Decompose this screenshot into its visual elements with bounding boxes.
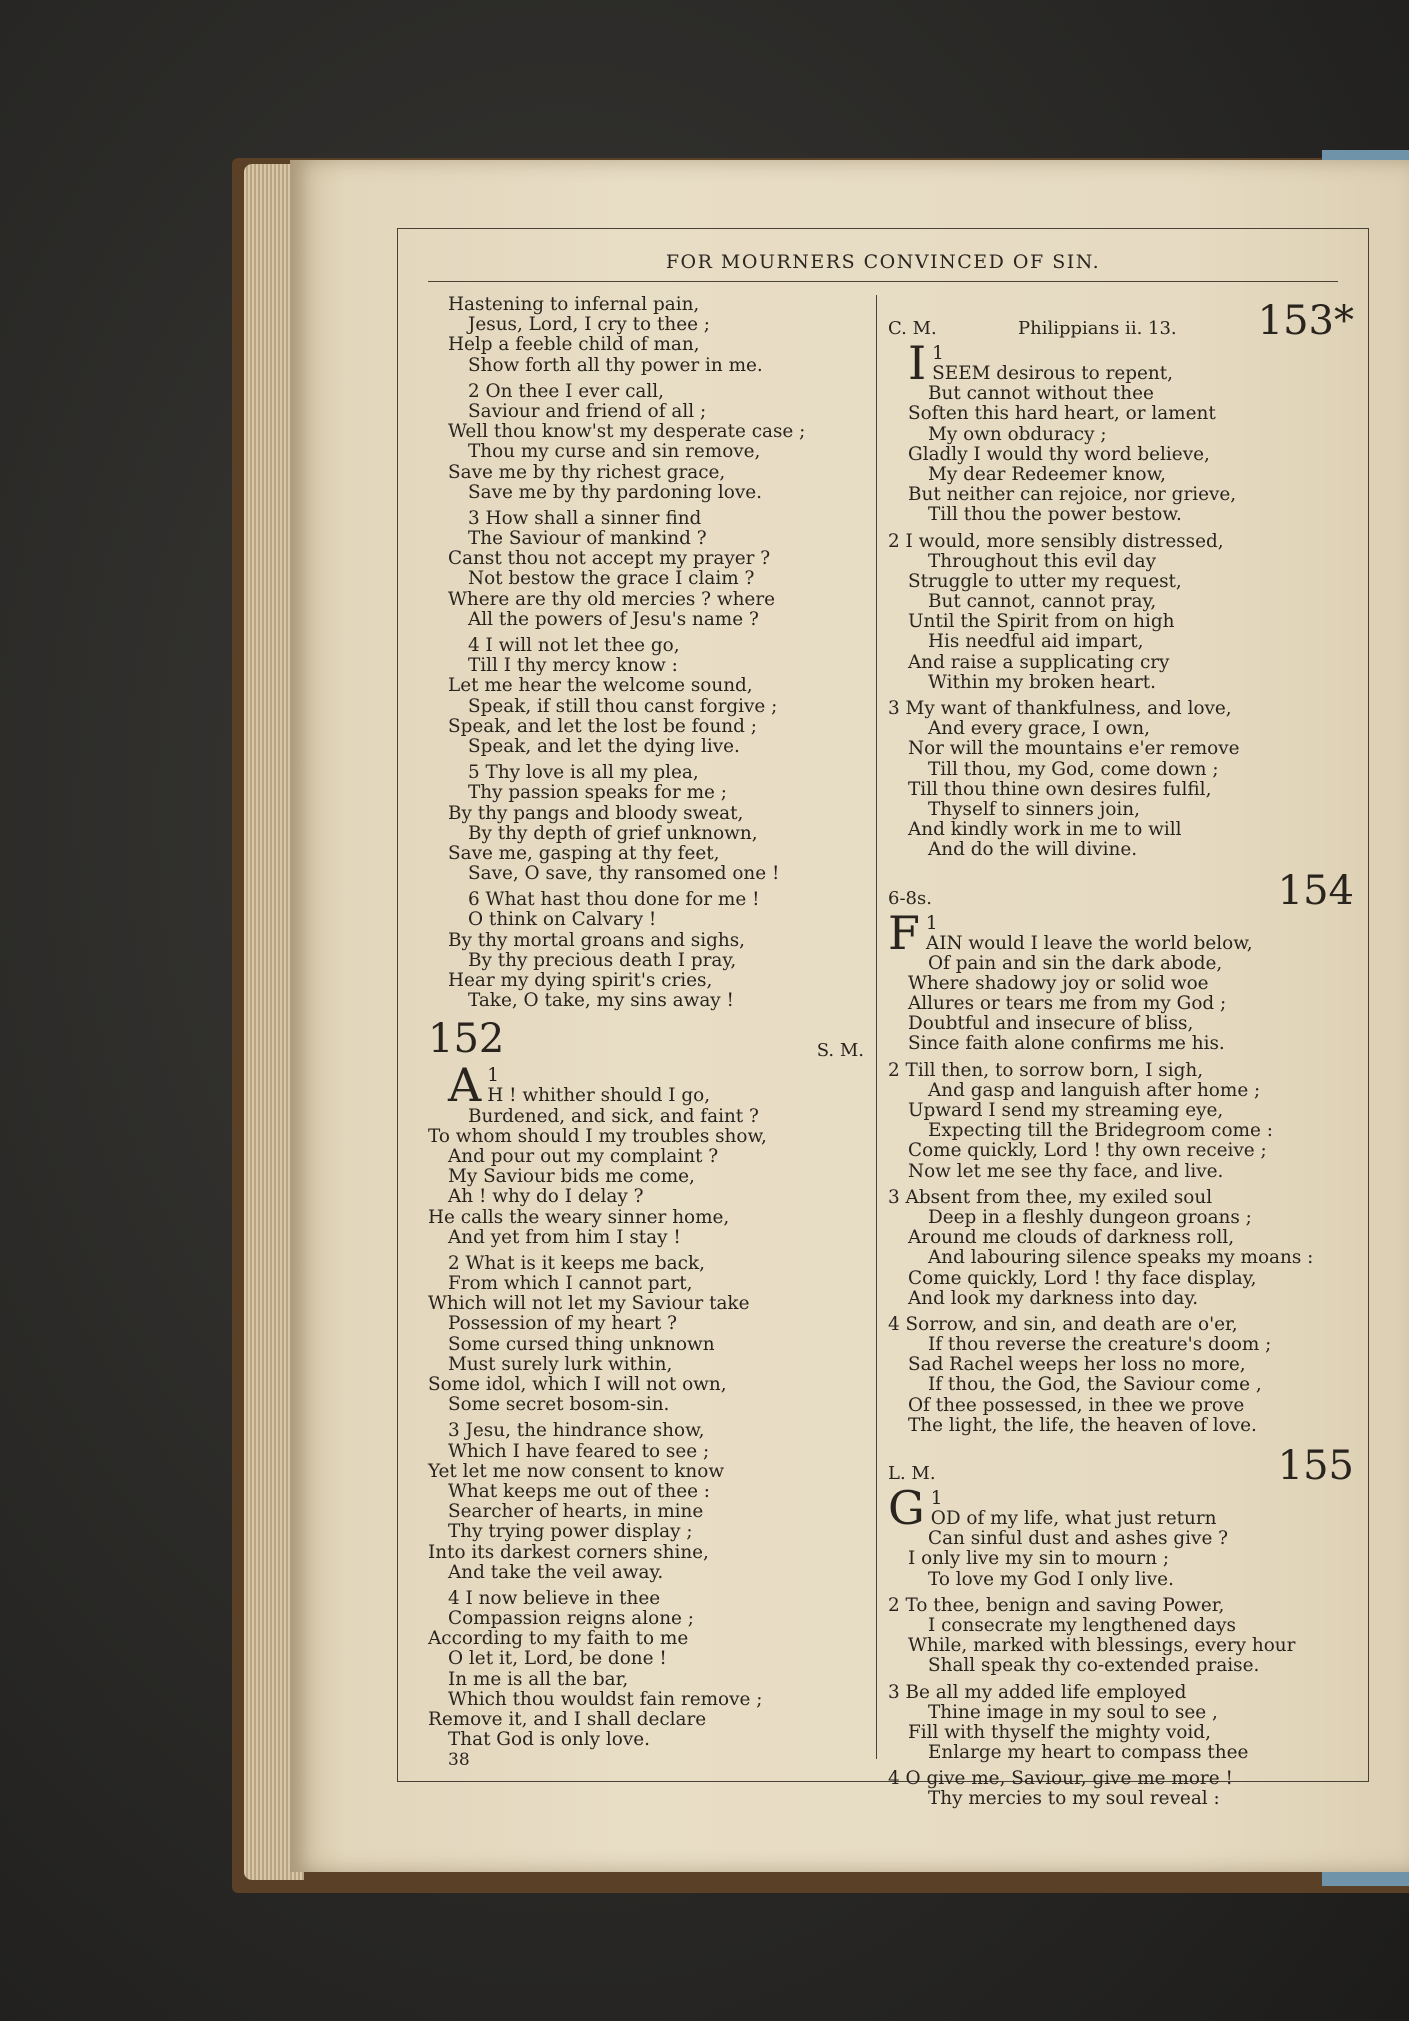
verse-line: 4 O give me, Saviour, give me more ! [888, 1768, 1233, 1790]
verse-line: Let me hear the welcome sound, [448, 675, 753, 697]
verse-line: Deep in a fleshly dungeon groans ; [928, 1206, 1252, 1228]
hymn-153-body [888, 384, 1358, 860]
verse-line: 4 Sorrow, and sin, and death are o'er, [888, 1313, 1238, 1335]
verse-line: Into its darkest corners shine, [428, 1541, 709, 1563]
verse-line: I only live my sin to mourn ; [908, 1548, 1170, 1570]
verse-line: And kindly work in me to will [908, 819, 1182, 841]
verse-line: 2 On thee I ever call, [468, 380, 664, 402]
verse-line: Fill with thyself the mighty void, [908, 1721, 1211, 1743]
verse-line: Some idol, which I will not own, [428, 1374, 727, 1395]
verse-line: 2 To thee, benign and saving Power, [888, 1594, 1225, 1616]
verse-line: Until the Spirit from on high [908, 611, 1175, 633]
verse-line: Some cursed thing unknown [448, 1333, 715, 1355]
verse-line: 2 I would, more sensibly distressed, [888, 530, 1224, 552]
verse-number: 1 [932, 343, 944, 364]
scripture-reference: Philippians ii. 13. [1018, 318, 1177, 339]
verse-line: To love my God I only live. [928, 1568, 1174, 1590]
verse-line: Save me by thy richest grace, [448, 461, 726, 483]
verse-line: Well thou know'st my desperate case ; [448, 421, 806, 443]
verse-line: 3 My want of thankfulness, and love, [888, 698, 1232, 719]
verse-line: Till thou the power bestow. [928, 504, 1182, 526]
verse-line: Now let me see thy face, and live. [908, 1160, 1224, 1182]
drop-cap: F [888, 905, 920, 960]
hymn-number: 154 [1277, 867, 1354, 914]
verse-line: According to my faith to me [428, 1628, 689, 1650]
column-divider [876, 295, 877, 1759]
verse-line: 3 Jesu, the hindrance show, [448, 1420, 705, 1442]
verse-line: Searcher of hearts, in mine [448, 1501, 704, 1523]
verse-line: Hastening to infernal pain, [448, 294, 700, 315]
verse-line: Enlarge my heart to compass thee [928, 1742, 1249, 1764]
verse-line: Save, O save, thy ransomed one ! [468, 863, 780, 885]
verse-line: Throughout this evil day [928, 550, 1156, 572]
verse-line: If thou reverse the creature's doom ; [928, 1334, 1272, 1356]
hymn-154-body [888, 954, 1358, 1436]
verse-line: H ! whither should I go, [487, 1085, 711, 1107]
verse-line: While, marked with blessings, every hour [908, 1635, 1296, 1657]
verse-number: 1 [925, 912, 938, 934]
verse-line: Which thou wouldst fain remove ; [448, 1688, 763, 1710]
verse-line: Till thou thine own desires fulfil, [908, 778, 1212, 800]
verse-line: By thy depth of grief unknown, [468, 822, 758, 844]
verse-line: And pour out my complaint ? [448, 1145, 719, 1167]
drop-cap: G [888, 1481, 925, 1535]
left-column [428, 295, 868, 1771]
verse-line: Ah ! why do I delay ? [448, 1186, 644, 1208]
verse-line: Where are thy old mercies ? where [448, 588, 775, 610]
verse-line: Canst thou not accept my prayer ? [448, 548, 771, 570]
verse-line: Struggle to utter my request, [908, 570, 1182, 592]
verse-line: And look my darkness into day. [908, 1287, 1199, 1309]
verse-line: That God is only love. [448, 1729, 650, 1751]
verse-line: 6 What hast thou done for me ! [468, 889, 760, 911]
verse-line: Doubtful and insecure of bliss, [908, 1013, 1194, 1035]
verse-line: Possession of my heart ? [448, 1313, 677, 1335]
verse-line: My Saviour bids me come, [448, 1166, 695, 1188]
verse-line: Around me clouds of darkness roll, [908, 1227, 1235, 1249]
verse-line: Within my broken heart. [928, 671, 1157, 693]
verse-line: And yet from him I stay ! [448, 1226, 681, 1248]
verse-line: Speak, and let the dying live. [468, 735, 740, 757]
verse-line: Jesus, Lord, I cry to thee ; [468, 314, 710, 336]
verse-line: I consecrate my lengthened days [928, 1614, 1236, 1636]
verse-line: Thy trying power display ; [448, 1521, 693, 1543]
verse-line: Soften this hard heart, or lament [908, 403, 1216, 425]
hymn-151-continued [428, 295, 868, 1011]
verse-line: Speak, if still thou canst forgive ; [468, 695, 778, 717]
verse-line: Remove it, and I shall declare [428, 1709, 707, 1730]
drop-cap: A [448, 1058, 482, 1113]
verse-line: Till thou, my God, come down ; [928, 758, 1219, 780]
verse-line: From which I cannot part, [448, 1273, 693, 1295]
verse-line: Of thee possessed, in thee we prove [908, 1394, 1245, 1416]
verse-line: Saviour and friend of all ; [468, 400, 707, 422]
verse-line: AIN would I leave the world below, [925, 932, 1253, 954]
hymn-155-body [888, 1529, 1358, 1809]
verse-line: Show forth all thy power in me. [468, 354, 763, 376]
verse-line: Gladly I would thy word believe, [908, 443, 1210, 465]
verse-number: 1 [930, 1488, 943, 1509]
verse-line: O think on Calvary ! [468, 909, 657, 931]
verse-line: Must surely lurk within, [448, 1353, 673, 1375]
hymn-meter: S. M. [816, 1040, 864, 1062]
verse-line: Thou my curse and sin remove, [468, 441, 761, 463]
hymn-first-line [428, 1058, 868, 1113]
verse-line: His needful aid impart, [928, 631, 1144, 653]
verse-line: Where shadowy joy or solid woe [908, 972, 1209, 994]
verse-line: Take, O take, my sins away ! [468, 990, 734, 1012]
verse-line: Of pain and sin the dark abode, [928, 952, 1223, 974]
verse-line: Which I have feared to see ; [448, 1440, 710, 1462]
verse-line: My dear Redeemer know, [928, 463, 1167, 485]
verse-line: In me is all the bar, [448, 1668, 629, 1690]
verse-number: 1 [487, 1065, 499, 1087]
verse-line: Come quickly, Lord ! thy face display, [908, 1267, 1257, 1289]
verse-line: Can sinful dust and ashes give ? [928, 1528, 1229, 1550]
verse-line: Sad Rachel weeps her loss no more, [908, 1354, 1246, 1376]
hymn-meter: L. M. [888, 1463, 936, 1484]
hymn-152-body [428, 1107, 868, 1751]
verse-line: Yet let me now consent to know [428, 1460, 725, 1482]
hymn-153-header [888, 295, 1358, 343]
verse-line: 3 Absent from thee, my exiled soul [888, 1186, 1213, 1208]
verse-line: My own obduracy ; [928, 423, 1107, 445]
verse-line: 3 Be all my added life employed [888, 1681, 1187, 1703]
verse-line: Thine image in my soul to see , [928, 1701, 1218, 1723]
verse-line: By thy mortal groans and sighs, [448, 929, 745, 951]
head-rule [428, 281, 1338, 282]
verse-line: Not bestow the grace I claim ? [468, 568, 755, 590]
verse-line: By thy precious death I pray, [468, 949, 737, 971]
folio: 38 [448, 1750, 470, 1771]
verse-line: SEEM desirous to repent, [932, 363, 1173, 384]
verse-line: Help a feeble child of man, [448, 334, 700, 356]
verse-line: Come quickly, Lord ! thy own receive ; [908, 1140, 1267, 1162]
verse-line: Upward I send my streaming eye, [908, 1100, 1224, 1121]
right-column [888, 295, 1358, 1810]
verse-line: Hear my dying spirit's cries, [448, 970, 713, 991]
hymn-155-header [888, 1440, 1358, 1488]
verse-line: By thy pangs and bloody sweat, [448, 802, 744, 824]
verse-line: Some secret bosom-sin. [448, 1394, 670, 1416]
verse-line: But cannot without thee [928, 383, 1154, 405]
cover-cloth-bottom [1322, 1872, 1409, 1886]
verse-line: 4 I now believe in thee [448, 1587, 661, 1609]
drop-cap: I [908, 336, 927, 390]
verse-line: Save me, gasping at thy feet, [448, 842, 720, 864]
verse-line: Since faith alone confirms me his. [908, 1033, 1225, 1055]
verse-line: Burdened, and sick, and faint ? [468, 1105, 759, 1127]
hymn-152-header [428, 1017, 868, 1065]
verse-line: And raise a supplicating cry [908, 651, 1170, 673]
verse-line: Save me by thy pardoning love. [468, 481, 762, 503]
verse-line: 2 Till then, to sorrow born, I sigh, [888, 1059, 1204, 1081]
verse-line: And labouring silence speaks my moans : [928, 1247, 1314, 1269]
verse-line: OD of my life, what just return [930, 1508, 1217, 1529]
verse-line: But neither can rejoice, nor grieve, [908, 484, 1237, 506]
verse-line: And every grace, I own, [928, 718, 1150, 740]
verse-line: What keeps me out of thee : [448, 1480, 711, 1502]
verse-line: Expecting till the Bridegroom come : [928, 1120, 1273, 1142]
verse-line: He calls the weary sinner home, [428, 1206, 730, 1228]
running-head: FOR MOURNERS CONVINCED OF SIN. [665, 251, 1101, 273]
hymn-number: 155 [1277, 1443, 1354, 1489]
hymn-first-line [888, 1481, 1358, 1535]
verse-line: Nor will the mountains e'er remove [908, 738, 1240, 760]
verse-line: All the powers of Jesu's name ? [468, 608, 759, 630]
verse-line: And do the will divine. [928, 839, 1138, 861]
hymn-number: 152 [428, 1016, 505, 1063]
page-frame [397, 228, 1369, 1810]
hymn-meter: C. M. [888, 318, 937, 339]
verse-line: 3 How shall a sinner find [468, 507, 702, 529]
verse-line: Thyself to sinners join, [928, 798, 1140, 820]
hymn-number: 153* [1257, 298, 1354, 344]
verse-line: And take the veil away. [448, 1561, 664, 1583]
hymn-first-line [888, 905, 1358, 960]
verse-line: The light, the life, the heaven of love. [908, 1414, 1257, 1436]
verse-line: Thy passion speaks for me ; [468, 782, 727, 804]
verse-line: 2 What is it keeps me back, [448, 1252, 705, 1274]
hymn-first-line [888, 336, 1358, 390]
verse-line: If thou, the God, the Saviour come , [928, 1374, 1262, 1396]
verse-line: But cannot, cannot pray, [928, 591, 1157, 613]
verse-line: The Saviour of mankind ? [468, 528, 707, 550]
verse-line: 5 Thy love is all my plea, [468, 762, 699, 784]
verse-line: Compassion reigns alone ; [448, 1608, 694, 1630]
verse-line: Speak, and let the lost be found ; [448, 715, 757, 737]
verse-line: Which will not let my Saviour take [428, 1293, 750, 1315]
verse-line: 4 I will not let thee go, [468, 635, 680, 656]
verse-line: Shall speak thy co-extended praise. [928, 1655, 1260, 1677]
verse-line: Allures or tears me from my God ; [908, 993, 1227, 1015]
hymn-meter: 6-8s. [888, 887, 932, 909]
verse-line: Thy mercies to my soul reveal : [928, 1788, 1220, 1810]
verse-line: And gasp and languish after home ; [928, 1079, 1261, 1101]
verse-line: O let it, Lord, be done ! [448, 1648, 667, 1670]
hymn-154-header [888, 865, 1358, 913]
verse-line: To whom should I my troubles show, [428, 1125, 767, 1147]
verse-line: Till I thy mercy know : [468, 655, 678, 677]
